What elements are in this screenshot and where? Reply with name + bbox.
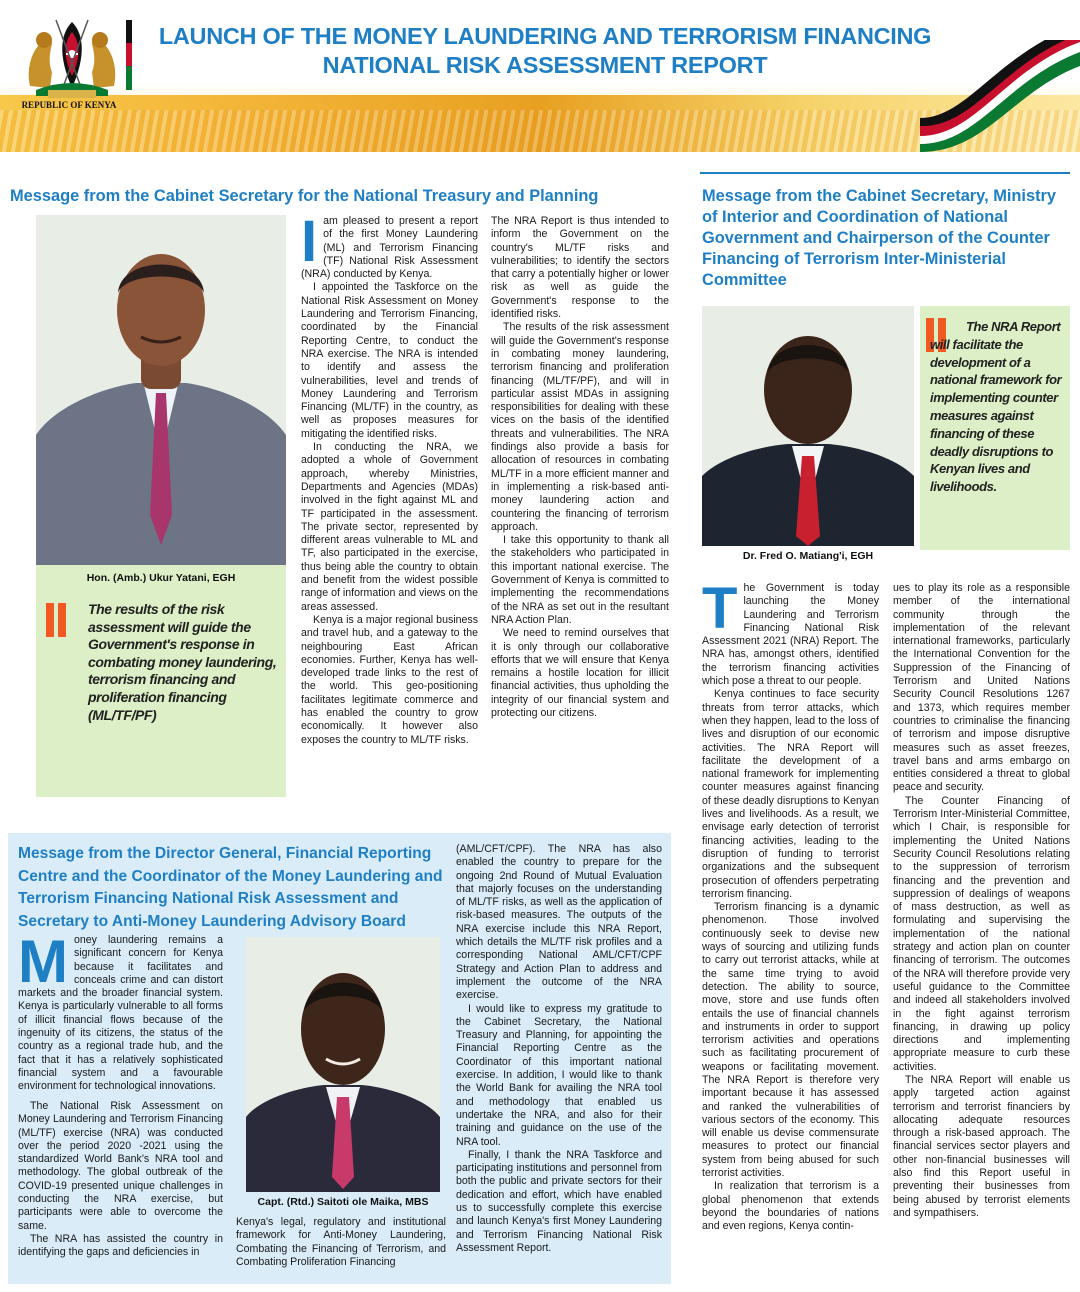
frc-caption: Capt. (Rtd.) Saitoti ole Maika, MBS: [257, 1196, 429, 1208]
treasury-pull-quote: [68, 601, 278, 724]
treasury-portrait: [36, 215, 286, 565]
interior-portrait: [702, 306, 914, 546]
frc-col1-para-1: [18, 928, 223, 1094]
interior-col1-para-4: In realization that terrorism is a global phenomenon that extends beyond the boundaries of nations and even regions, Kenya contin-: [702, 1180, 879, 1233]
treasury-col1-para-4: Kenya is a major regional business and travel hub, and a gateway to the neighbouring East African economies. Further, Kenya has well-developed trade links to the rest of the world. This geo-positioning facilitates legitimate commerce and has enabled the country to grow economically. It however also exposes the country to ML/TF risks.: [301, 613, 478, 746]
interior-top-rule: [700, 172, 1070, 174]
masthead-wave-texture: [0, 110, 1080, 152]
treasury-col2-para-2: The results of the risk assessment will guide the Government's response in combating money laundering, terrorism financing and proliferation financing (ML/TF/PF), and will in particular assist MDAs in assigning responsibilities for dealing with these vices on the basis of the identified threats and vulnerabilities. The NRA findings also provide a basis for allocation of resources in combating ML/TF in a more efficient manner and in implementing a risk-based anti-money laundering action and countering the financing of terrorism approach.: [491, 321, 669, 533]
treasury-column-2: [491, 215, 669, 720]
frc-column-1-top: [18, 928, 223, 1094]
interior-col1-para-2: Kenya continues to face security threats from terror attacks, which when they happen, lead to the loss of lives and disruption of our economic activities. The NRA Report will facilitate the development of a national framework for implementing counter measures against financing of these deadly disruptions to Kenyan lives and livelihoods. As a result, we envisage early detection of terrorist financing activities, leading to the disruption of funding to terrorist organizations and the subsequent prosecution of offenders perpetrating terrorism financing.: [702, 688, 879, 900]
treasury-column-1: [301, 209, 478, 747]
interior-col1-para-1-text: he Government is today launching the Money Laundering and Terrorism Financing National Risk Assessment 2021 (NRA) Report. The NRA has, amongst others, identified the terrorism financing activities which pose a threat to our people.: [702, 582, 879, 688]
frc-column-2: [236, 1216, 446, 1269]
frc-col3-para-2: I would like to express my gratitude to the Cabinet Secretary, the National Treasury and Planning, for appointing the Financial Reporting Centre as the Coordinator of this important national exercise. In addition, I would like to thank the World Bank for availing the NRA tool and methodology that enabled us undertake the NRA, and also for their training and guidance on the use of the NRA tool.: [456, 1002, 662, 1148]
treasury-col1-para-1-text: am pleased to present a report of the first Money Laundering (ML) and Terrorism Financing (TF) National Risk Assessment (NRA) conducted by Kenya.: [301, 215, 478, 281]
interior-col2-para-1: ues to play its role as a responsible member of the international community through the implementation of the relevant international frameworks, particularly the International Convention for the Suppression of the Financing of Terrorism and United Nations Security Council Resolutions 1267 and 1373, which requires member countries to criminalise the financing of terrorism and impose disruptive measures such as asset freezes, travel bans and arms embargo on entities considered a threat to global peace and security.: [893, 582, 1070, 794]
interior-dropcap: T: [702, 576, 738, 641]
treasury-pull-quote-text: The results of the risk assessment will guide the Government's response in combating money laundering, terrorism financing and proliferation financing (ML/TF/PF): [88, 601, 277, 723]
frc-col3-para-3: Finally, I thank the NRA Taskforce and participating institutions and personnel from both the public and private sectors for their dedication and effort, which have enabled us to successfully complete this exercise and launch Kenya's first Money Laundering and Terrorism Financing National Risk Assessment Report.: [456, 1148, 662, 1254]
interior-caption: Dr. Fred O. Matiang'i, EGH: [742, 550, 874, 562]
treasury-col1-para-2: I appointed the Taskforce on the National Risk Assessment on Money Laundering and Terrorism Financing, coordinated by the Financial Reporting Centre, to conduct the NRA exercise. The NRA is intended to identify and assess the vulnerabilities, level and trends of Money Laundering and Terrorism Financing (ML/TF) in the country, as well as proposes measures for mitigating the identified risks.: [301, 281, 478, 440]
coat-of-arms-caption: REPUBLIC OF KENYA: [21, 100, 117, 110]
treasury-caption: Hon. (Amb.) Ukur Yatani, EGH: [86, 572, 236, 584]
frc-column-3: [456, 843, 662, 1255]
interior-col2-para-3: The NRA Report will enable us apply targeted action against terrorism and terrorist financiers by allocating adequate resources through a risk-based approach. The financial services sector players and other non-financial businesses will also find this Report useful in preventing their businesses from being abused by terrorist elements and sympathisers.: [893, 1073, 1070, 1219]
treasury-col2-para-3: I take this opportunity to thank all the stakeholders who participated in this important national exercise. The Government of Kenya is committed to implementing the recommendations of the NRA as set out in the resultant NRA Action Plan.: [491, 534, 669, 626]
frc-col3-para-1: (AML/CFT/CPF). The NRA has also enabled the country to prepare for the ongoing 2nd Round of Mutual Evaluation that majorly focuses on the understanding of ML/TF risks, as well as the application of risk-based measures. The outputs of the NRA exercise include this NRA Report, which details the ML/TF risk profiles and a corresponding National AML/CFT/CPF Strategy and Action Plan to address and implement the outcome of the NRA exercise.: [456, 843, 662, 1002]
masthead: [0, 0, 1080, 152]
page-title-line-1: LAUNCH OF THE MONEY LAUNDERING AND TERRORISM FINANCING: [158, 23, 932, 49]
interior-pull-quote: [930, 318, 1062, 496]
interior-col1-para-1: [702, 576, 879, 688]
interior-pull-quote-text: The NRA Report will facilitate the development of a national framework for implementing counter measures against financing of these deadly disruptions to Kenyan lives and livelihoods.: [930, 319, 1062, 495]
treasury-dropcap: I: [301, 209, 318, 274]
flag-stripe: [126, 20, 132, 90]
treasury-col2-para-4: We need to remind ourselves that it is only through our collaborative efforts that we will ensure that Kenya remains a hostile location for illicit financial activities, thus upholding the integrity of our financial system and protecting our citizens.: [491, 627, 669, 719]
frc-heading: Message from the Director General, Financial Reporting Centre and the Coordinator of the Money Laundering and Terrorism Financing National Risk Assessment and Secretary to Anti-Money Laundering Advisory Board: [18, 845, 443, 930]
interior-column-1: [702, 576, 879, 1234]
frc-col1-para-3: The NRA has assisted the country in identifying the gaps and deficiencies in: [18, 1232, 223, 1259]
frc-col2-para-1: Kenya's legal, regulatory and institutional framework for Anti-Money Laundering, Combating the Financing of Terrorism, and Combating Proliferation Financing: [236, 1216, 446, 1268]
flag-ribbon-graphic: [920, 40, 1080, 152]
interior-col2-para-2: The Counter Financing of Terrorism Inter-Ministerial Committee, which I Chair, is responsible for implementing the United Nations Security Council Resolutions relating to the suppression of terrorism financing and the prevention and suppression of dealings of weapons of mass destruction, as well as formulating and supervising the implementation of the national strategy and action plan on counter financing of terrorism. The outcomes of the NRA will therefore provide very useful guidance to the Committee and indeed all stakeholders involved in the fight against terrorism financing, in drawing up policy directions and implementing appropriate measure to curb these activities.: [893, 794, 1070, 1073]
frc-col1-para-2: The National Risk Assessment on Money Laundering and Terrorism Financing (ML/TF) exercise (NRA) was conducted over the period 2020 -2021 using the standardized World Bank's NRA tool and methodology. The global outbreak of the COVID-19 presented unique challenges in conducting the NRA exercise, but participants were able to overcome the same.: [18, 1100, 223, 1232]
treasury-col1-para-3: In conducting the NRA, we adopted a whole of Government approach, whereby Ministries, Departments and Agencies (MDAs) involved in the fight against ML and TF participated in the assessment. The private sector, represented by different areas vulnerable to ML and TF, also participated in the exercise, thus being able the country to obtain and benefit from the widest possible range of information and views on the areas assessed.: [301, 441, 478, 613]
frc-portrait: [246, 937, 440, 1192]
interior-heading: Message from the Cabinet Secretary, Ministry of Interior and Coordination of National Government and Chairperson of the Counter Financing of Terrorism Inter-Ministerial Committee: [702, 187, 1057, 289]
treasury-col1-para-1: [301, 209, 478, 281]
page-title: [140, 22, 950, 80]
treasury-heading: Message from the Cabinet Secretary for the National Treasury and Planning: [10, 187, 599, 205]
coat-of-arms-logo: [22, 16, 122, 100]
interior-col1-para-3: Terrorism financing is a dynamic phenomenon. Those involved continuously seek to devise new ways of sourcing and utilizing funds to carry out terrorist attacks, while at the same time trying to avoid detection. The ability to source, move, store and use funds often entails the use of financial channels and instruments in order to support terrorism activities and operations such as facilitating procurement of weapons or facilitating movement. The NRA Report is therefore very important because it has assessed and ranked the vulnerabilities of various sectors of the economy. This will enable us devise commensurate measures to protect our financial system from being abused for such terrorist activities.: [702, 901, 879, 1180]
page-title-line-2: NATIONAL RISK ASSESSMENT REPORT: [322, 52, 768, 78]
frc-col1-para-1-text: oney laundering remains a significant concern for Kenya because it facilitates and conceals crime and can distort markets and the broader financial system. Kenya is particularly vulnerable to all forms of illicit financial flows because of the ingenuity of its citizens, the status of the country as a regional trade hub, and the fact that it has a relatively sophisticated financial system and a favourable environment for technological innovations.: [18, 934, 223, 1093]
treasury-col2-para-1: The NRA Report is thus intended to inform the Government on the country's ML/TF risks and vulnerabilities; to identify the sectors that carry a potentially higher or lower risk as well as guide the Government's response to the identified risks.: [491, 215, 669, 321]
frc-dropcap: M: [18, 928, 68, 995]
interior-column-2: [893, 582, 1070, 1220]
treasury-quote-mark-icon: [46, 603, 68, 637]
frc-column-1-bottom: [18, 1100, 223, 1260]
